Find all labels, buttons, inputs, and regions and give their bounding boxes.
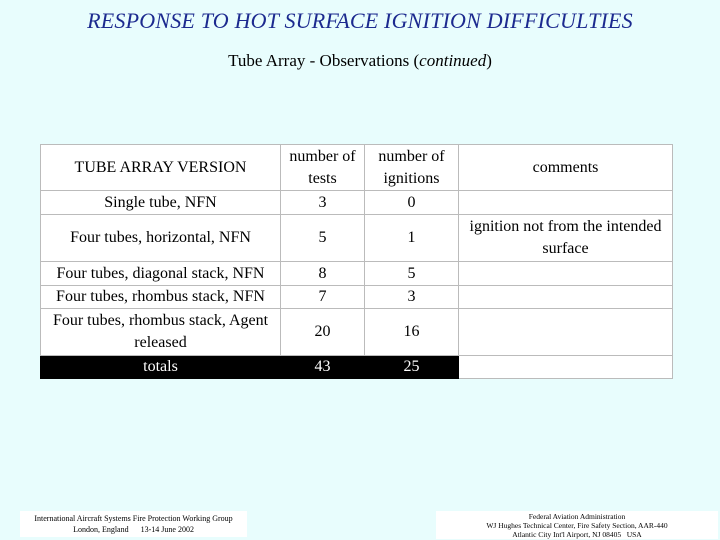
cell-tests: 8 — [281, 262, 365, 286]
totals-tests: 43 — [281, 356, 365, 379]
cell-comments: ignition not from the intended surface — [459, 215, 673, 262]
page-subtitle — [0, 51, 720, 71]
cell-comments — [459, 262, 673, 286]
totals-comments — [459, 356, 673, 379]
cell-ignitions: 0 — [365, 191, 459, 215]
cell-version: Four tubes, horizontal, NFN — [41, 215, 281, 262]
observations-table — [40, 144, 673, 379]
cell-ignitions: 16 — [365, 309, 459, 356]
cell-version: Four tubes, rhombus stack, NFN — [41, 286, 281, 309]
cell-tests: 3 — [281, 191, 365, 215]
cell-ignitions: 5 — [365, 262, 459, 286]
cell-ignitions: 1 — [365, 215, 459, 262]
cell-version: Four tubes, rhombus stack, Agent released — [41, 309, 281, 356]
table-row — [41, 191, 673, 215]
totals-row — [41, 356, 673, 379]
cell-comments — [459, 309, 673, 356]
cell-comments — [459, 286, 673, 309]
cell-comments — [459, 191, 673, 215]
table-row — [41, 215, 673, 262]
header-ignitions: number of ignitions — [365, 145, 459, 191]
cell-version: Four tubes, diagonal stack, NFN — [41, 262, 281, 286]
footer-right — [436, 511, 718, 539]
header-tests: number of tests — [281, 145, 365, 191]
footer-right-address: Atlantic City Int'l Airport, NJ 08405 USA — [512, 530, 642, 539]
table-row — [41, 309, 673, 356]
totals-ignitions: 25 — [365, 356, 459, 379]
footer-left-location: London, England 13-14 June 2002 — [73, 525, 194, 534]
subtitle-main: Tube Array - Observations ( — [228, 51, 420, 70]
cell-tests: 7 — [281, 286, 365, 309]
subtitle-italic: continued — [419, 51, 487, 70]
totals-label: totals — [41, 356, 281, 379]
table-row — [41, 262, 673, 286]
cell-ignitions: 3 — [365, 286, 459, 309]
cell-version: Single tube, NFN — [41, 191, 281, 215]
header-version: TUBE ARRAY VERSION — [41, 145, 281, 191]
header-comments: comments — [459, 145, 673, 191]
cell-tests: 20 — [281, 309, 365, 356]
subtitle-close: ) — [486, 51, 492, 70]
table-row — [41, 286, 673, 309]
footer-left — [20, 511, 247, 537]
footer-right-org: Federal Aviation Administration — [528, 512, 626, 521]
header-row — [41, 145, 673, 191]
page-title: RESPONSE TO HOT SURFACE IGNITION DIFFICULTIES — [87, 8, 633, 33]
cell-tests: 5 — [281, 215, 365, 262]
footer-right-center: WJ Hughes Technical Center, Fire Safety Section, AAR-440 — [486, 521, 668, 530]
footer-left-org: International Aircraft Systems Fire Protection Working Group — [34, 514, 233, 523]
